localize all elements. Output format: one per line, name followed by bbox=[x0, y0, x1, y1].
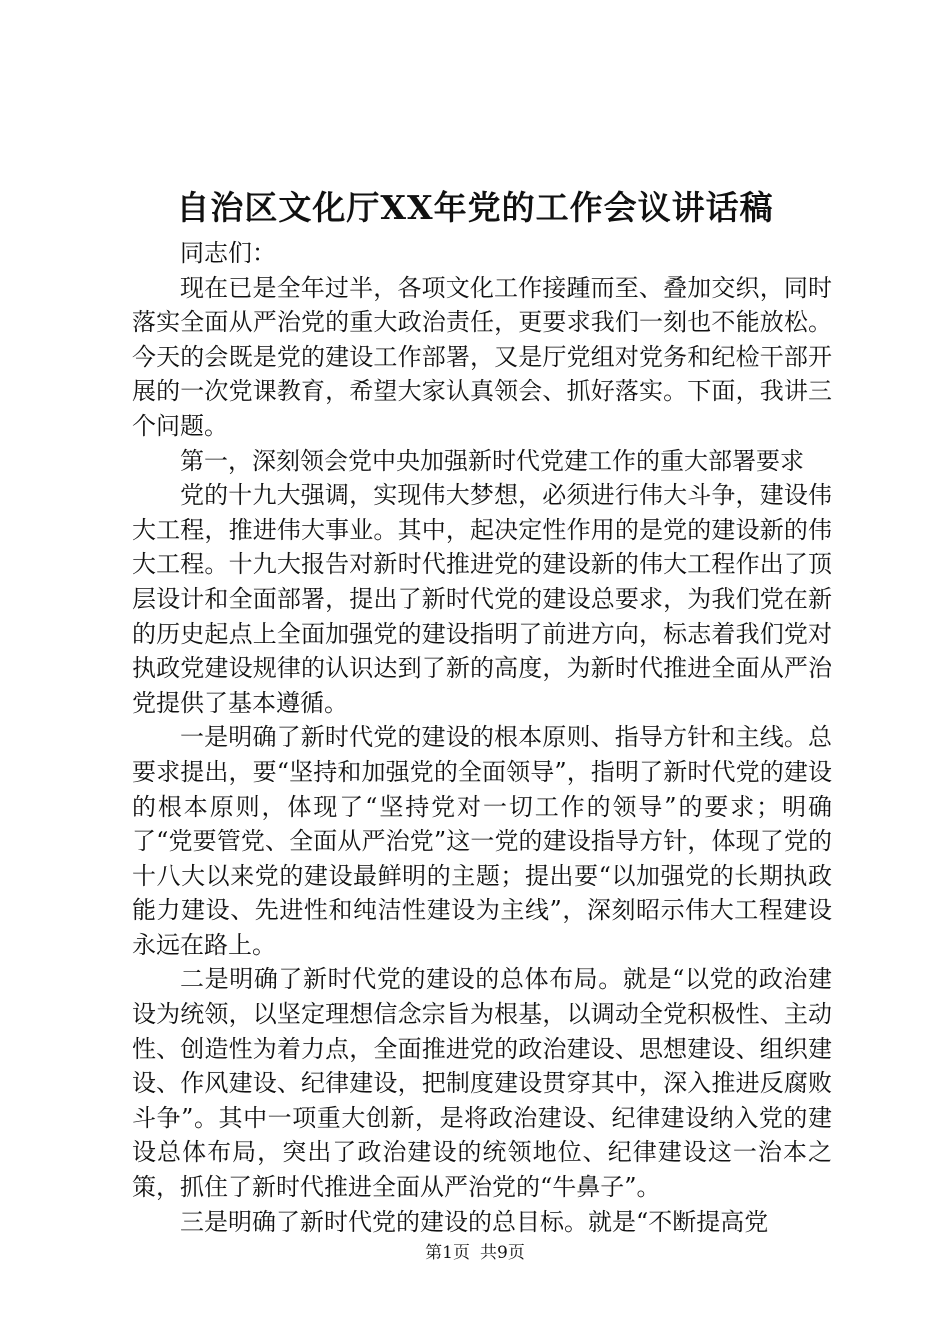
document-body bbox=[132, 236, 832, 1239]
section-heading-1: 第一，深刻领会党中央加强新时代党建工作的重大部署要求 bbox=[180, 446, 804, 475]
document-title: 自治区文化厅XX年党的工作会议讲话稿 bbox=[176, 188, 774, 227]
paragraph: 党的十九大强调，实现伟大梦想，必须进行伟大斗争，建设伟大工程，推进伟大事业。其中，起决定性作用的是党的建设新的伟大工程。十九大报告对新时代推进党的建设新的伟大工程作出了顶层设计和全面部署，提出了新时代党的建设总要求，为我们党在新的历史起点上全面加强党的建设指明了前进方向，标志着我们党对执政党建设规律的认识达到了新的高度，为新时代推进全面从严治党提供了基本遵循。 bbox=[132, 481, 832, 717]
page-total: 共9页 bbox=[480, 1243, 525, 1263]
paragraph-intro: 现在已是全年过半，各项文化工作接踵而至、叠加交织，同时落实全面从严治党的重大政治责任，更要求我们一刻也不能放松。今天的会既是党的建设工作部署，又是厅党组对党务和纪检干部开展的一次党课教育，希望大家认真领会、抓好落实。下面，我讲三个问题。 bbox=[132, 273, 832, 440]
salutation: 同志们： bbox=[180, 239, 276, 267]
page-number: 第1页 bbox=[425, 1243, 470, 1263]
paragraph: 一是明确了新时代党的建设的根本原则、指导方针和主线。总要求提出，要“坚持和加强党的全面领导”，指明了新时代党的建设的根本原则，体现了“坚持党对一切工作的领导”的要求；明确了“党要管党、全面从严治党”这一党的建设指导方针，体现了党的十八大以来党的建设最鲜明的主题；提出要“以加强党的长期执政能力建设、先进性和纯洁性建设为主线”，深刻昭示伟大工程建设永远在路上。 bbox=[132, 723, 832, 959]
paragraph: 二是明确了新时代党的建设的总体布局。就是“以党的政治建设为统领，以坚定理想信念宗旨为根基，以调动全党积极性、主动性、创造性为着力点，全面推进党的政治建设、思想建设、组织建设、作风建设、纪律建设，把制度建设贯穿其中，深入推进反腐败斗争”。其中一项重大创新，是将政治建设、纪律建设纳入党的建设总体布局，突出了政治建设的统领地位、纪律建设这一治本之策，抓住了新时代推进全面从严治党的“牛鼻子”。 bbox=[132, 965, 832, 1202]
page-footer bbox=[0, 1241, 950, 1265]
paragraph: 三是明确了新时代党的建设的总目标。就是“不断提高党 bbox=[180, 1207, 769, 1236]
